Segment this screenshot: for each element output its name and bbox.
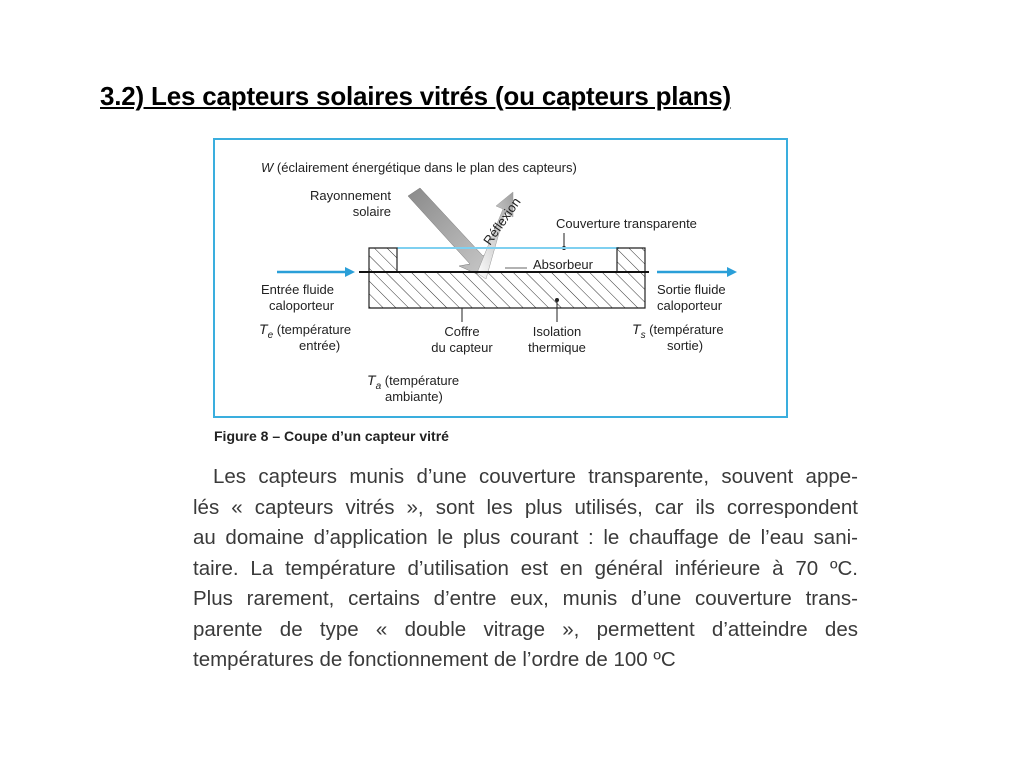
paragraph-line: parente de type « double vitrage », permettent d’atteindre des [193,617,858,641]
ts-label-1: $T_s$ (température [632,321,724,341]
figure-caption: Figure 8 – Coupe d’un capteur vitré [214,428,449,444]
sortie-label-1: Sortie fluide [657,282,726,297]
rayonnement-label-1: Rayonnement [310,188,391,203]
te-label-2: entrée) [299,338,341,353]
slide-title: 3.2) Les capteurs solaires vitrés (ou capteurs plans) [100,81,731,111]
paragraph-line: Plus rarement, certains d’entre eux, munis d’une couverture trans- [193,587,858,610]
rayonnement-label-2: solaire [352,204,391,219]
fluid-outlet-arrowhead [727,267,737,277]
coffre-label-2: du capteur [431,340,493,355]
absorbeur-label: Absorbeur [533,257,593,272]
te-label-1: $T_e$ (température [259,321,352,341]
coffre-label-1: Coffre [444,324,480,339]
ta-label-2: ambiante) [385,389,443,404]
incoming-radiation-arrow [408,188,491,274]
sortie-label-2: caloporteur [657,298,723,313]
reflexion-label: Réflexion [480,194,524,248]
isolation-label-1: Isolation [532,324,582,339]
paragraph-line: Les capteurs munis d’une couverture transparente, souvent appe- [213,465,858,488]
collector-casing [369,248,645,308]
paragraph-line: lés « capteurs vitrés », sont les plus utilisés, car ils correspondent [193,495,858,519]
paragraph-line: températures de fonctionnement de l’ordre de 100 ºC [193,648,676,671]
couverture-label: Couverture transparente [556,216,697,231]
collector-diagram [213,138,788,418]
irradiance-label: W (éclairement énergétique dans le plan des capteurs) [261,160,577,175]
entree-label-2: caloporteur [269,298,335,313]
paragraph-line: taire. La température d’utilisation est en général inférieure à 70 ºC. [193,556,858,580]
entree-label-1: Entrée fluide [261,282,334,297]
paragraph [193,462,858,676]
fluid-inlet-arrowhead [345,267,355,277]
ta-label-1: $T_a$ (température [367,372,460,392]
isolation-label-2: thermique [528,340,586,355]
ts-label-2: sortie) [667,338,704,353]
collector-cross-section [215,140,790,420]
paragraph-line: au domaine d’application le plus courant : le chauffage de l’eau sani- [193,526,858,549]
